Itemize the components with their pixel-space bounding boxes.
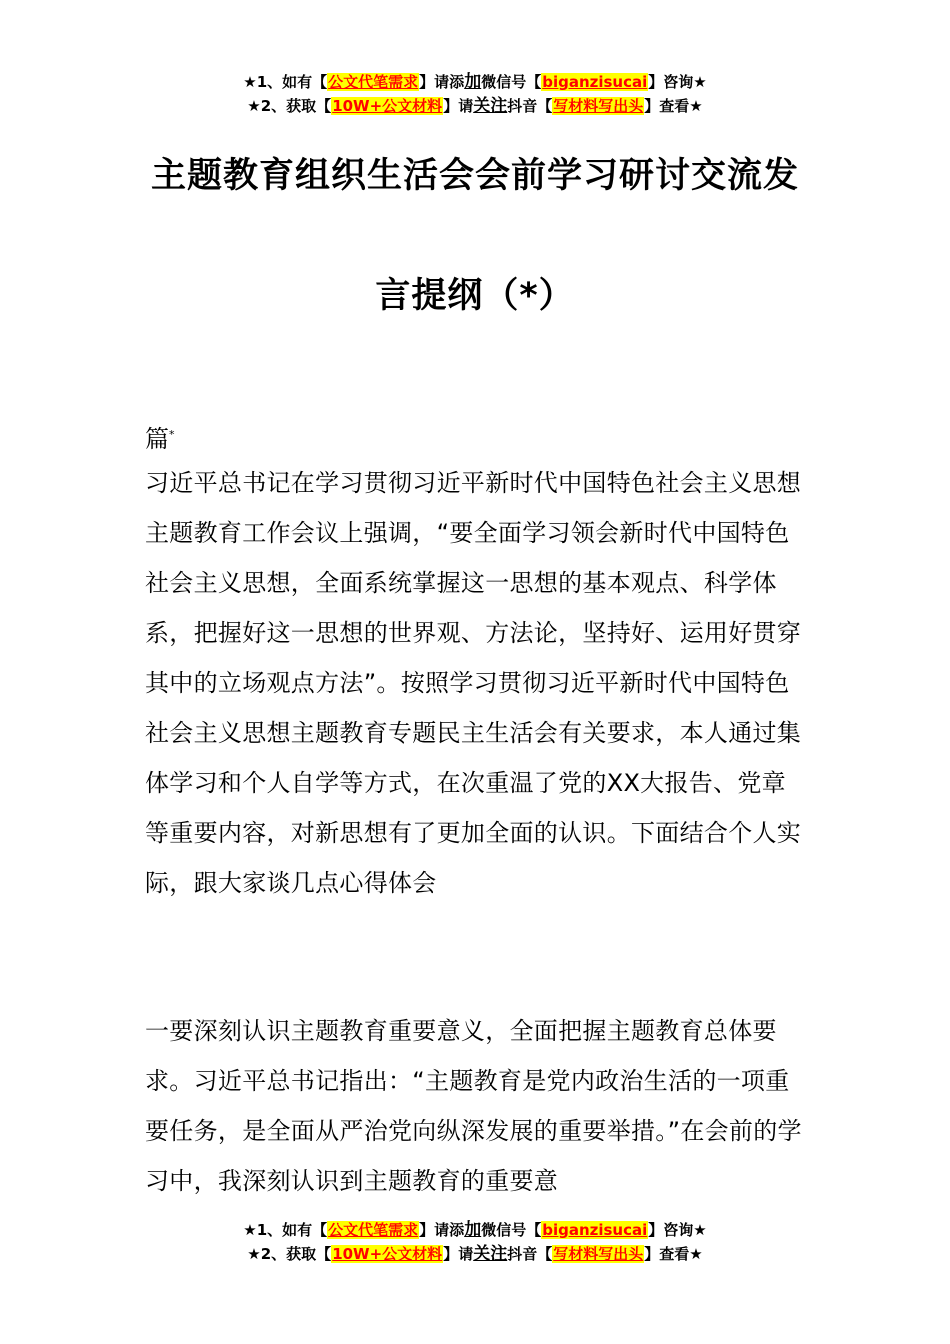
banner-text: ★1、如有【 (243, 73, 328, 91)
banner-text: ★2、获取【 (247, 97, 332, 115)
section-label: 篇 (145, 425, 169, 453)
bottom-banner (0, 1218, 950, 1266)
banner-line-1 (0, 1218, 950, 1242)
banner-highlight: 公文代笔需求 (328, 1221, 419, 1239)
banner-highlight: 写材料写出头 (553, 97, 644, 115)
banner-line-2 (0, 1242, 950, 1266)
banner-text: ★1、如有【 (243, 1221, 328, 1239)
banner-emphasis: 关注 (473, 1244, 508, 1264)
banner-highlight: 10W+公文材料 (332, 1245, 443, 1263)
banner-text: 抖音【 (507, 1245, 553, 1263)
banner-text: 】请 (443, 97, 474, 115)
banner-highlight: 写材料写出头 (553, 1245, 644, 1263)
banner-emphasis: 加 (464, 72, 482, 92)
section-mark: * (169, 428, 175, 441)
body-paragraph-1 (145, 458, 810, 908)
banner-text: 】咨询★ (648, 73, 707, 91)
banner-emphasis: 关注 (473, 96, 508, 116)
paragraph-text: 习近平总书记在学习贯彻习近平新时代中国特色社会主义思想主题教育工作会议上强调，“要全面学习领会新时代中国特色社会主义思想，全面系统掌握这一思想的基本观点、科学体系，把握好这一思想的世界观、方法论，坚持好、运用好贯穿其中的立场观点方法”。按照学习贯彻习近平新时代中国特色社会主义思想主题教育专题民主生活会有关要求，本人通过集体学习和个人自学等方式，在次重温了党的XX大报告、党章等重要内容，对新思想有了更加全面的认识。下面结合个人实际，跟大家谈几点心得体会 (145, 469, 802, 897)
section-heading (145, 410, 175, 464)
banner-text: 】咨询★ (648, 1221, 707, 1239)
banner-text: 微信号【 (481, 73, 542, 91)
banner-text: 】查看★ (644, 1245, 703, 1263)
banner-text: 】请添 (419, 1221, 465, 1239)
document-title-line-1: 主题教育组织生活会会前学习研讨交流发 (150, 156, 799, 196)
banner-text: ★2、获取【 (247, 1245, 332, 1263)
banner-line-2 (0, 94, 950, 118)
banner-line-1 (0, 70, 950, 94)
body-paragraph-2 (145, 1006, 810, 1206)
banner-text: 微信号【 (481, 1221, 542, 1239)
top-banner (0, 70, 950, 118)
banner-text: 】请添 (419, 73, 465, 91)
banner-highlight: biganzisucai (542, 1221, 648, 1239)
banner-text: 】查看★ (644, 97, 703, 115)
banner-highlight: biganzisucai (542, 73, 648, 91)
banner-emphasis: 加 (464, 1220, 482, 1240)
banner-highlight: 公文代笔需求 (328, 73, 419, 91)
banner-text: 抖音【 (507, 97, 553, 115)
banner-text: 】请 (443, 1245, 474, 1263)
banner-highlight: 10W+公文材料 (332, 97, 443, 115)
document-title-line-2: 言提纲（*） (375, 276, 575, 316)
paragraph-text: 一要深刻认识主题教育重要意义，全面把握主题教育总体要求。习近平总书记指出：“主题教育是党内政治生活的一项重要任务，是全面从严治党向纵深发展的重要举措。”在会前的学习中，我深刻认识到主题教育的重要意 (145, 1017, 802, 1195)
